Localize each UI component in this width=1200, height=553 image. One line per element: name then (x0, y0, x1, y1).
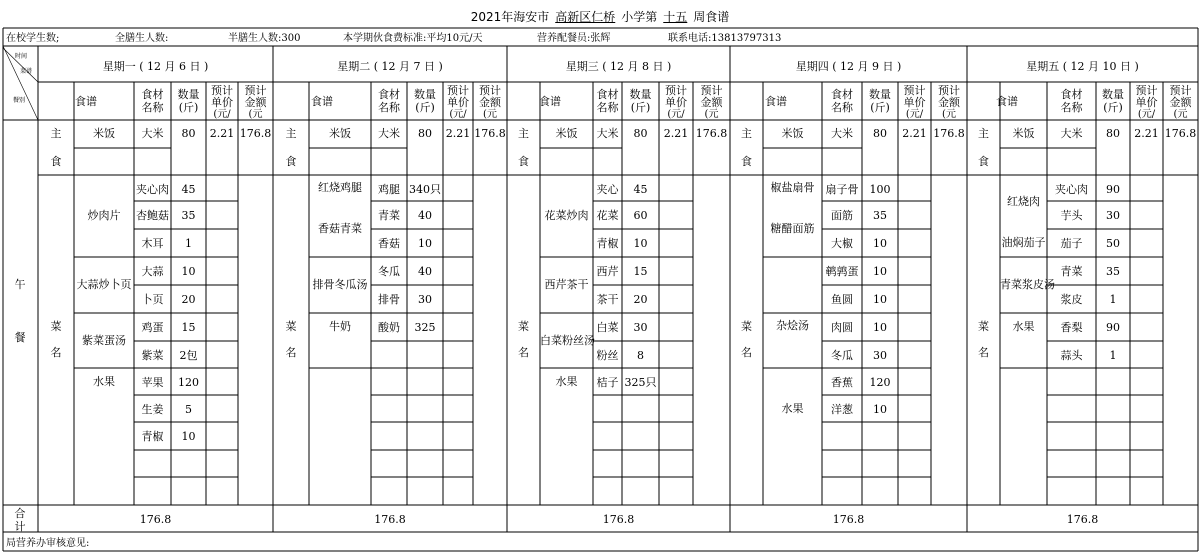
unit-price-header: 预计 (1135, 84, 1158, 97)
ingredient-name: 蒜头 (1060, 349, 1083, 362)
staple-amount: 176.8 (239, 127, 272, 140)
ingredient-quantity: 45 (633, 183, 648, 196)
corner-item-label: 菜谱 (20, 68, 33, 75)
dish-name: 西芹茶干 (544, 278, 589, 291)
dish-label: 名 (978, 346, 989, 359)
ingredient-name: 肉圆 (831, 321, 853, 334)
review-opinion-label: 局营养办审核意见: (6, 538, 90, 549)
ingredient-name: 大椒 (831, 237, 853, 250)
ingredient-quantity: 30 (1106, 209, 1120, 222)
staple-dish: 米饭 (555, 127, 578, 140)
day-title: 星期三 ( 12 月 8 日 ) (565, 60, 672, 73)
info-students: 在校学生数; (6, 33, 60, 44)
ingredient-header: 食材 (378, 88, 400, 101)
ingredient-name: 青椒 (596, 237, 619, 250)
quantity-header: (斤) (870, 101, 890, 114)
ingredient-name: 扇子骨 (825, 183, 859, 196)
corner-time-label: 时间 (15, 53, 28, 60)
staple-label: 食 (518, 155, 529, 168)
staple-unit-price: 2.21 (209, 127, 235, 140)
ingredient-name: 青菜 (1060, 265, 1083, 278)
ingredient-quantity: 30 (873, 349, 887, 362)
ingredient-quantity: 10 (633, 237, 648, 250)
info-half-meal: 半膳生人数:300 (228, 33, 301, 44)
ingredient-quantity: 1 (1109, 293, 1117, 306)
amount-header: 金额 (244, 96, 267, 109)
dish-name: 水果 (781, 401, 804, 415)
ingredient-name: 卜页 (141, 293, 164, 306)
ingredient-header: 名称 (831, 101, 853, 114)
ingredient-name: 鸡腿 (378, 183, 400, 196)
ingredient-name: 夹心肉 (1055, 183, 1088, 196)
day-total: 176.8 (602, 513, 635, 526)
ingredient-name: 桔子 (596, 376, 619, 389)
ingredient-name: 鱼圆 (831, 293, 853, 306)
amount-header: 金额 (1169, 96, 1192, 109)
info-nutritionist: 营养配餐员:张辉 (537, 33, 611, 44)
ingredient-quantity: 100 (869, 183, 891, 196)
dish-name: 水果 (1012, 320, 1035, 333)
dish-label: 菜 (285, 320, 297, 333)
dish-name: 椒盐扇骨 (770, 181, 815, 194)
unit-price-header: 预计 (211, 84, 233, 97)
amount-header: 预计 (938, 84, 960, 97)
ingredient-quantity: 10 (418, 237, 432, 250)
ingredient-quantity: 35 (873, 209, 887, 222)
ingredient-name: 生姜 (141, 403, 164, 416)
dish-name: 牛奶 (329, 320, 351, 333)
amount-header: 金额 (938, 96, 960, 109)
amount-header: 金额 (700, 96, 723, 109)
day-title: 星期一 ( 12 月 6 日 ) (102, 60, 209, 73)
dish-label: 菜 (518, 320, 529, 333)
staple-quantity: 80 (181, 127, 196, 140)
dish-name: 紫菜蛋汤 (82, 333, 126, 347)
unit-price-header: (元/ (905, 109, 924, 120)
quantity-header: 数量 (869, 88, 891, 101)
ingredient-quantity: 30 (418, 293, 432, 306)
day-total: 176.8 (832, 513, 865, 526)
unit-price-header: (元/ (667, 109, 685, 120)
quantity-header: (斤) (415, 101, 435, 114)
day-total: 176.8 (139, 513, 172, 526)
day-title: 星期二 ( 12 月 7 日 ) (337, 60, 443, 73)
ingredient-quantity: 1 (185, 237, 192, 250)
ingredient-quantity: 10 (181, 265, 196, 278)
dish-name: 水果 (93, 374, 115, 388)
title-mid: 小学第 (621, 10, 658, 24)
staple-label: 食 (50, 155, 62, 168)
ingredient-quantity: 10 (873, 293, 887, 306)
ingredient-name: 香蕉 (831, 376, 853, 389)
staple-amount: 176.8 (474, 127, 506, 140)
unit-price-header: (元/ (1137, 109, 1156, 120)
unit-price-header: 单价 (1135, 96, 1158, 109)
ingredient-name: 鸡蛋 (141, 321, 164, 334)
dish-name: 香菇青菜 (318, 222, 362, 235)
staple-label: 食 (978, 155, 989, 168)
total-label-1: 合 (14, 507, 26, 520)
dish-name: 白菜粉丝汤 (540, 333, 595, 347)
unit-price-header: 预计 (903, 84, 926, 97)
amount-header: 预计 (700, 84, 723, 97)
dish-name: 排骨冬瓜汤 (312, 278, 368, 291)
recipe-header: 食谱 (996, 95, 1018, 108)
recipe-header: 食谱 (311, 95, 333, 108)
dish-name: 红烧肉 (1007, 195, 1040, 208)
dish-name: 油焖茄子 (1001, 236, 1046, 249)
ingredient-quantity: 30 (633, 321, 648, 334)
unit-price-header: (元/ (213, 109, 231, 120)
ingredient-quantity: 120 (869, 376, 891, 389)
recipe-header: 食谱 (539, 95, 561, 108)
dish-name: 糖醋面筋 (770, 222, 815, 235)
staple-label: 主 (518, 127, 529, 140)
staple-quantity: 80 (873, 127, 887, 140)
staple-unit-price: 2.21 (663, 127, 689, 140)
amount-header: (元 (1173, 109, 1188, 120)
ingredient-quantity: 15 (181, 321, 196, 334)
info-phone: 联系电话:13813797313 (668, 33, 782, 44)
recipe-header: 食谱 (765, 95, 787, 108)
staple-dish: 米饭 (329, 127, 351, 140)
staple-dish: 米饭 (1012, 127, 1035, 140)
ingredient-name: 西芹 (596, 265, 619, 278)
recipe-header: 食谱 (75, 95, 97, 108)
staple-ingredient: 大米 (378, 127, 400, 140)
staple-label: 主 (285, 127, 297, 140)
staple-quantity: 80 (633, 127, 648, 140)
unit-price-header: 单价 (665, 96, 687, 109)
dish-label: 名 (50, 346, 62, 359)
ingredient-name: 杏鲍菇 (136, 209, 169, 222)
ingredient-quantity: 2包 (179, 349, 198, 362)
amount-header: 预计 (1169, 84, 1192, 97)
info-standard: 本学期伙食费标准:平均10元/天 (343, 33, 483, 44)
ingredient-name: 茄子 (1060, 237, 1083, 250)
staple-amount: 176.8 (933, 127, 965, 140)
day-title: 星期四 ( 12 月 9 日 ) (795, 60, 902, 73)
ingredient-quantity: 90 (1106, 183, 1120, 196)
ingredient-header: 名称 (1060, 101, 1083, 114)
staple-amount: 176.8 (695, 127, 728, 140)
ingredient-name: 花菜 (596, 209, 619, 222)
ingredient-name: 面筋 (831, 209, 853, 222)
amount-header: (元 (704, 109, 719, 120)
dish-name: 花菜炒肉 (544, 209, 589, 222)
staple-label: 主 (741, 127, 752, 140)
corner-type-label: 餐别 (13, 97, 26, 104)
dish-name: 炒肉片 (87, 209, 121, 222)
staple-label: 食 (285, 155, 297, 168)
ingredient-quantity: 35 (1106, 265, 1120, 278)
ingredient-header: 名称 (378, 101, 400, 114)
dish-name: 水果 (555, 374, 578, 388)
ingredient-quantity: 325 (414, 321, 436, 334)
ingredient-quantity: 60 (633, 209, 648, 222)
quantity-header: (斤) (1103, 101, 1123, 114)
ingredient-quantity: 35 (181, 209, 196, 222)
ingredient-name: 夹心 (596, 183, 619, 196)
day-total: 176.8 (374, 513, 406, 526)
quantity-header: 数量 (1102, 88, 1124, 101)
ingredient-name: 木耳 (141, 237, 164, 250)
ingredient-name: 青椒 (141, 430, 164, 443)
ingredient-quantity: 340只 (409, 183, 441, 196)
ingredient-quantity: 50 (1106, 237, 1120, 250)
ingredient-name: 香梨 (1060, 321, 1083, 334)
ingredient-quantity: 40 (418, 265, 432, 278)
title-prefix: 2021年海安市 (470, 10, 550, 24)
dish-label: 菜 (978, 320, 989, 333)
staple-label: 食 (741, 155, 752, 168)
staple-label: 主 (978, 127, 989, 140)
ingredient-name: 香菇 (378, 237, 400, 250)
amount-header: (元 (248, 109, 263, 120)
ingredient-quantity: 5 (185, 403, 192, 416)
ingredient-name: 茶干 (596, 293, 619, 306)
quantity-header: (斤) (178, 101, 199, 114)
ingredient-name: 冬瓜 (378, 265, 400, 278)
unit-price-header: 单价 (211, 96, 233, 109)
title-suffix: 周食谱 (693, 10, 730, 24)
quantity-header: 数量 (629, 88, 652, 101)
staple-amount: 176.8 (1164, 127, 1197, 140)
ingredient-name: 鹌鹑蛋 (825, 265, 859, 278)
ingredient-header: 名称 (596, 101, 619, 114)
info-full-meal: 全膳生人数: (115, 33, 169, 44)
staple-ingredient: 大米 (1060, 127, 1083, 140)
ingredient-quantity: 10 (873, 237, 887, 250)
amount-header: 预计 (244, 84, 267, 97)
ingredient-header: 食材 (141, 88, 164, 101)
quantity-header: 数量 (177, 88, 200, 101)
ingredient-name: 浆皮 (1060, 293, 1083, 306)
unit-price-header: (元/ (449, 109, 467, 120)
ingredient-quantity: 15 (633, 265, 648, 278)
ingredient-quantity: 10 (873, 321, 887, 334)
ingredient-quantity: 325只 (624, 376, 657, 389)
unit-price-header: 单价 (903, 96, 926, 109)
ingredient-name: 大蒜 (141, 265, 164, 278)
day-total: 176.8 (1066, 513, 1099, 526)
amount-header: (元 (483, 109, 497, 120)
unit-price-header: 预计 (447, 84, 469, 97)
staple-label: 主 (50, 127, 62, 140)
ingredient-header: 名称 (141, 101, 164, 114)
dish-name: 红烧鸡腿 (318, 181, 362, 194)
ingredient-quantity: 20 (633, 293, 648, 306)
title-week: 十五 (663, 10, 688, 24)
amount-header: 金额 (479, 96, 501, 109)
ingredient-quantity: 90 (1106, 321, 1120, 334)
day-title: 星期五 ( 12 月 10 日 ) (1026, 60, 1139, 73)
ingredient-name: 排骨 (378, 293, 400, 306)
staple-ingredient: 大米 (596, 127, 619, 140)
dish-label: 菜 (741, 320, 752, 333)
page-title (0, 11, 1200, 24)
staple-ingredient: 大米 (141, 127, 164, 140)
meal-label-2: 餐 (14, 331, 26, 344)
ingredient-header: 食材 (1060, 88, 1083, 101)
ingredient-quantity: 1 (1109, 349, 1117, 362)
dish-label: 菜 (50, 320, 62, 333)
ingredient-name: 芋头 (1060, 209, 1083, 222)
ingredient-name: 苹果 (141, 376, 164, 389)
ingredient-name: 粉丝 (596, 349, 619, 362)
ingredient-name: 紫菜 (141, 349, 164, 362)
ingredient-name: 洋葱 (831, 403, 853, 416)
ingredient-name: 青菜 (378, 209, 400, 222)
unit-price-header: 单价 (447, 96, 469, 109)
ingredient-quantity: 20 (181, 293, 196, 306)
ingredient-quantity: 10 (873, 403, 887, 416)
dish-name: 杂烩汤 (776, 319, 809, 332)
ingredient-quantity: 10 (873, 265, 887, 278)
ingredient-name: 冬瓜 (831, 349, 853, 362)
total-label-2: 计 (14, 520, 26, 533)
staple-unit-price: 2.21 (445, 127, 471, 140)
staple-ingredient: 大米 (831, 127, 853, 140)
staple-quantity: 80 (1106, 127, 1120, 140)
amount-header: (元 (942, 109, 956, 120)
ingredient-name: 夹心肉 (136, 183, 169, 196)
dish-label: 名 (285, 346, 297, 359)
ingredient-quantity: 120 (178, 376, 199, 389)
ingredient-quantity: 8 (637, 349, 644, 362)
ingredient-header: 食材 (596, 88, 619, 101)
dish-name: 青菜浆皮汤 (1000, 278, 1055, 291)
dish-label: 名 (518, 346, 529, 359)
quantity-header: 数量 (414, 88, 436, 101)
dish-name: 大蒜炒卜页 (76, 278, 132, 291)
title-district: 高新区仁桥 (555, 10, 616, 24)
quantity-header: (斤) (630, 101, 651, 114)
staple-unit-price: 2.21 (1134, 127, 1159, 140)
unit-price-header: 预计 (665, 84, 687, 97)
staple-dish: 米饭 (781, 127, 804, 140)
amount-header: 预计 (479, 84, 501, 97)
staple-quantity: 80 (418, 127, 432, 140)
dish-label: 名 (741, 346, 752, 359)
ingredient-name: 白菜 (596, 321, 619, 334)
staple-unit-price: 2.21 (902, 127, 927, 140)
ingredient-quantity: 10 (181, 430, 196, 443)
staple-dish: 米饭 (93, 127, 115, 140)
ingredient-name: 酸奶 (378, 321, 400, 334)
meal-label-1: 午 (14, 278, 26, 291)
ingredient-quantity: 40 (418, 209, 432, 222)
ingredient-header: 食材 (831, 88, 853, 101)
ingredient-quantity: 45 (181, 183, 196, 196)
